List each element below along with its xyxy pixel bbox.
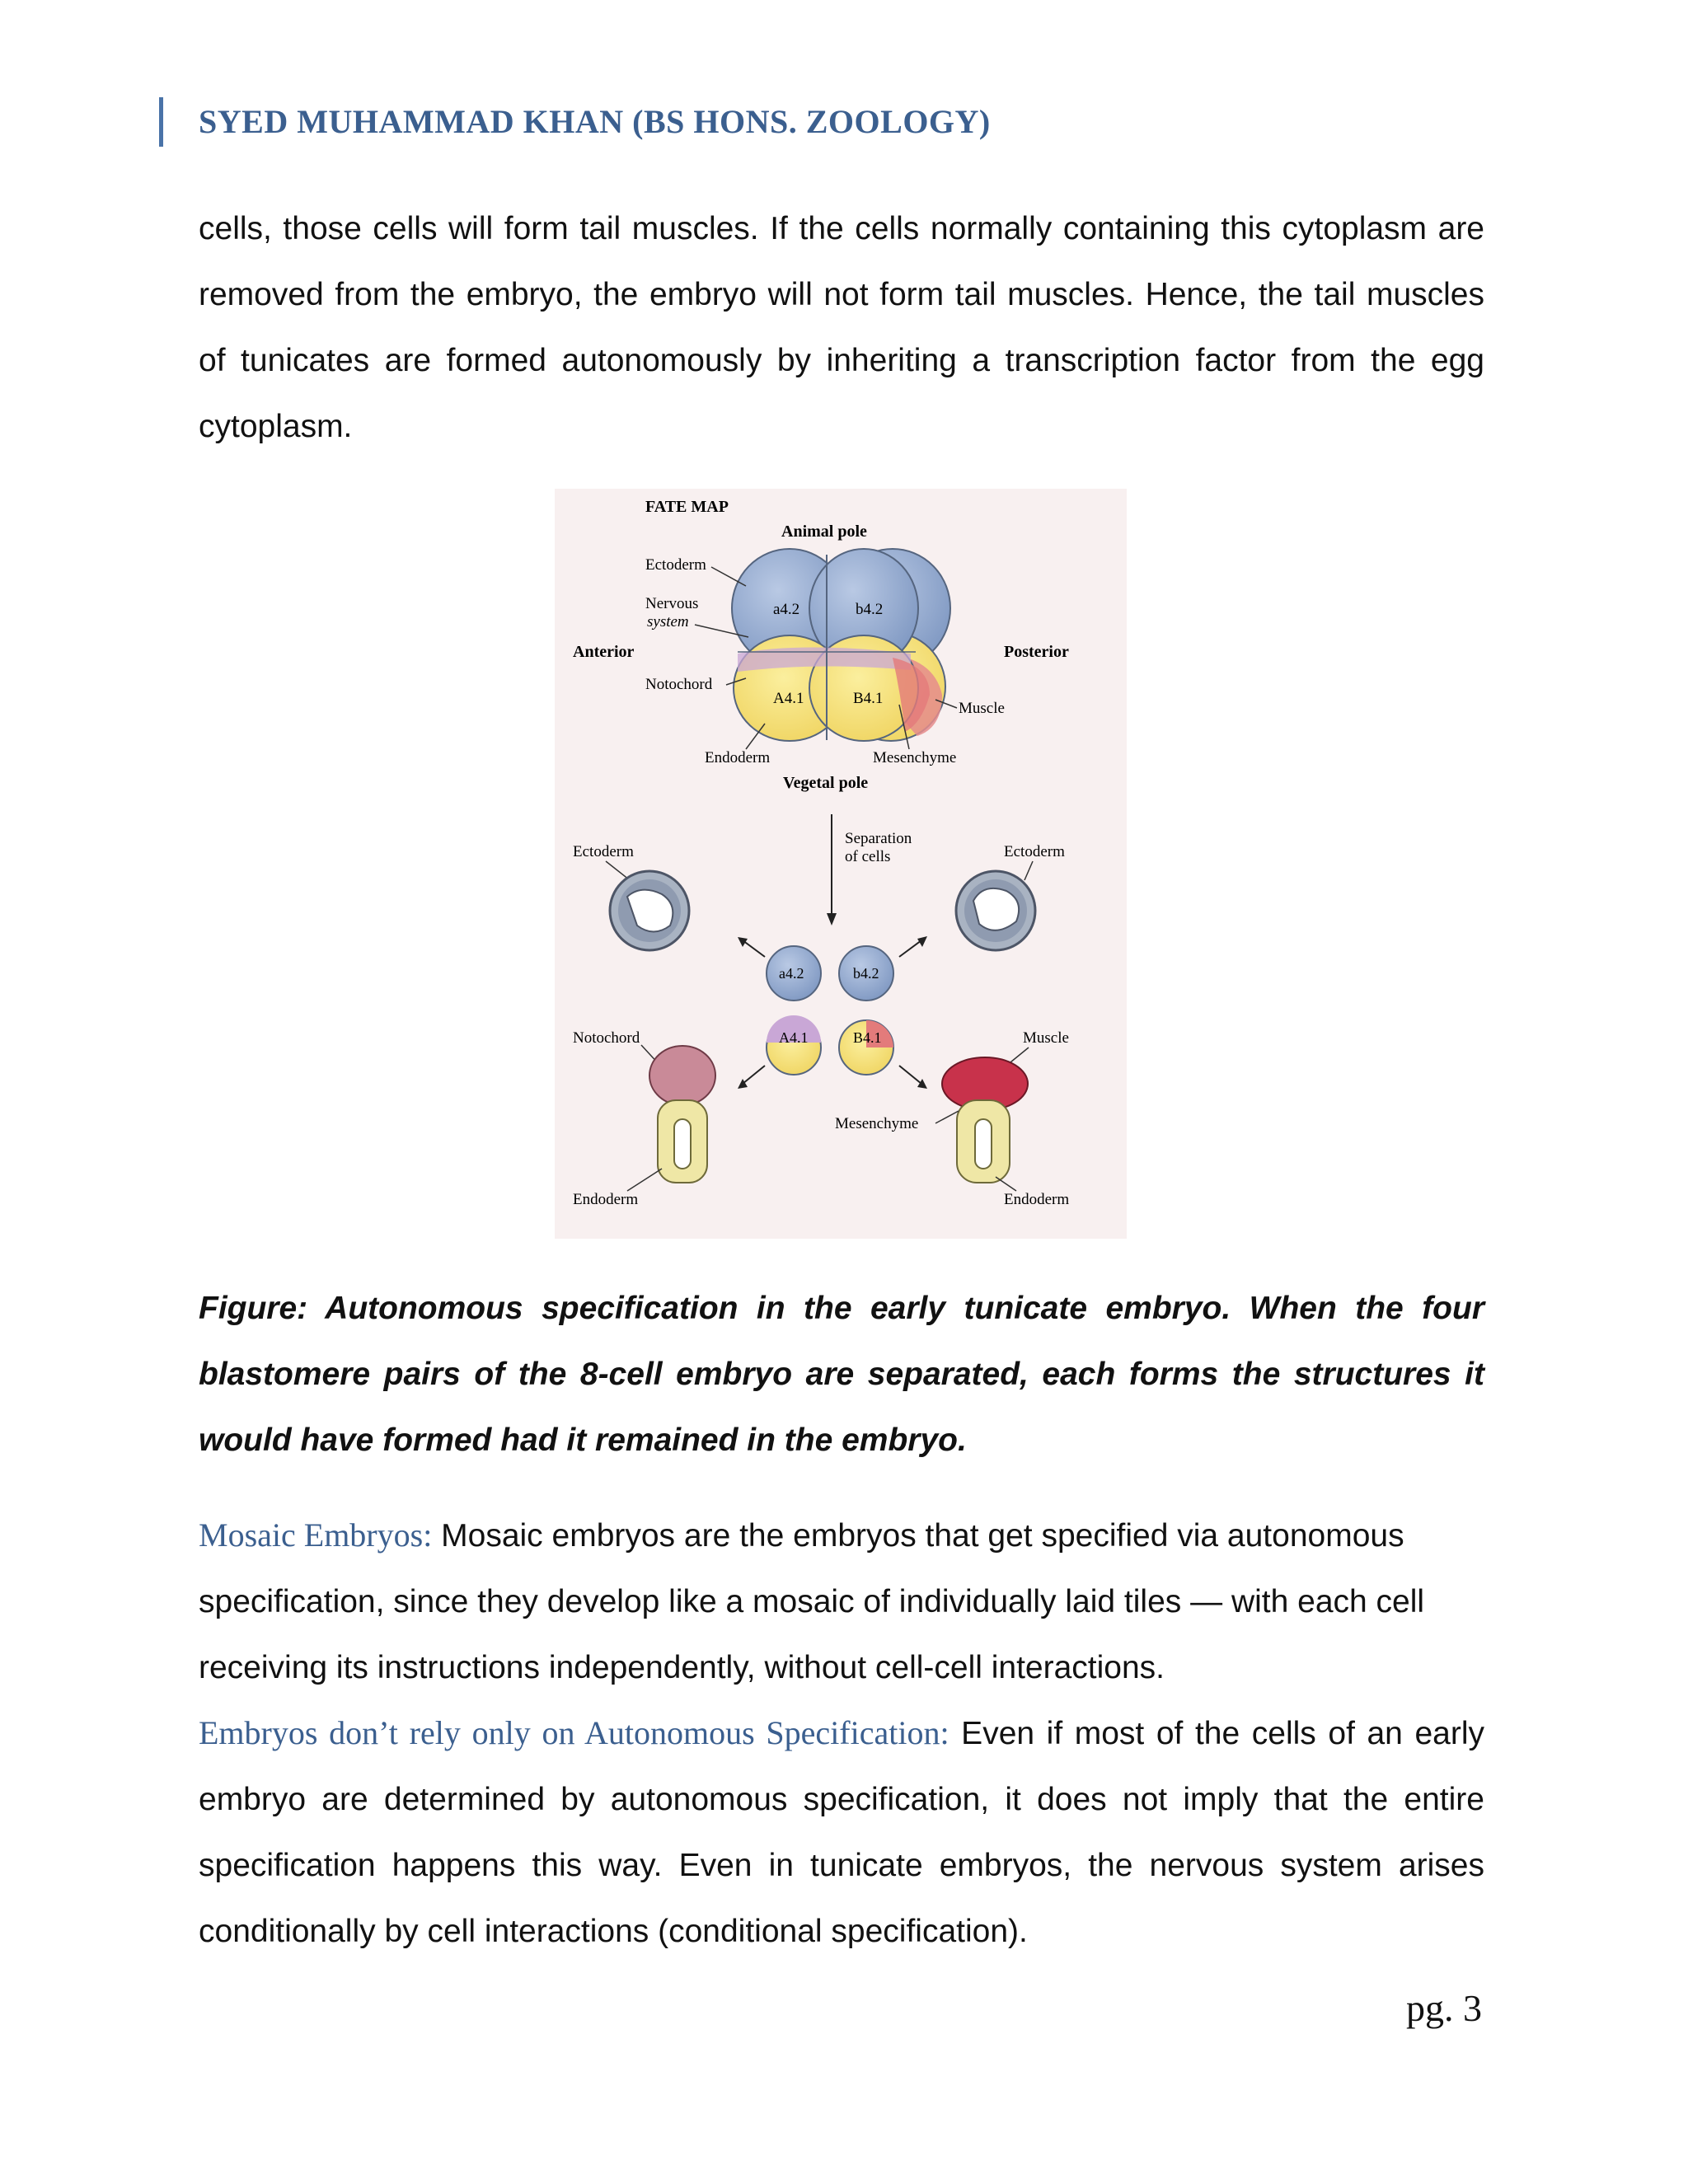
page-header-title: SYED MUHAMMAD KHAN (BS HONS. ZOOLOGY)	[199, 103, 991, 140]
page-number: pg. 3	[1406, 1987, 1482, 2029]
ectoderm-sphere-right	[956, 871, 1035, 950]
muscle-endoderm-structure	[942, 1057, 1028, 1183]
result-endoderm-right-label: Endoderm	[1004, 1191, 1070, 1208]
result-mesenchyme-label: Mesenchyme	[835, 1115, 919, 1132]
eight-cell-embryo	[732, 549, 950, 741]
sep-A41-label: A4.1	[779, 1029, 809, 1046]
cell-A41-label: A4.1	[773, 690, 804, 707]
sep-a42-label: a4.2	[779, 965, 804, 982]
separation-label-1: Separation	[845, 830, 912, 847]
cell-a42-label: a4.2	[773, 601, 800, 618]
result-ectoderm-right-label: Ectoderm	[1004, 843, 1065, 860]
section-mosaic-heading: Mosaic Embryos:	[199, 1516, 433, 1554]
animal-pole-label: Animal pole	[781, 523, 867, 541]
cell-B41-label: B4.1	[853, 690, 884, 707]
vegetal-pole-label: Vegetal pole	[783, 774, 869, 792]
sep-B41-label: B4.1	[853, 1029, 882, 1046]
result-notochord-label: Notochord	[573, 1029, 640, 1047]
fatemap-nervous-label: Nervous	[645, 595, 699, 612]
section-mosaic-embryos	[199, 1502, 1484, 1701]
notochord-endoderm-structure	[649, 1046, 715, 1183]
separation-label-2: of cells	[845, 848, 891, 865]
result-endoderm-left-label: Endoderm	[573, 1191, 639, 1208]
ectoderm-sphere-left	[610, 871, 689, 950]
section-autonomous-text: Even if most of the cells of an early embryo are determined by autonomous specification, it does not imply that the entire specification happens this way. Even in tunicate embryos, the nervous system arises conditionally by cell interactions (conditional specification).	[199, 1716, 1484, 1949]
fatemap-notochord-label: Notochord	[645, 676, 713, 693]
result-ectoderm-left-label: Ectoderm	[573, 843, 634, 860]
fatemap-system-label: system	[647, 613, 689, 630]
header-accent-bar	[159, 97, 163, 147]
fate-map-figure	[555, 489, 1127, 1239]
section-autonomous-specification	[199, 1700, 1484, 1965]
fatemap-endoderm-label: Endoderm	[705, 749, 771, 766]
section-mosaic-text: Mosaic embryos are the embryos that get specified via autonomous specification, since they develop like a mosaic of individually laid tiles — with each cell receiving its instructions independently, without cell-cell interactions.	[199, 1518, 1425, 1685]
body-paragraph-1: cells, those cells will form tail muscles. If the cells normally containing this cytoplasm are removed from the embryo, the embryo will not form tail muscles. Hence, the tail muscles of tunicates are formed autonomously by inheriting a transcription factor from the egg cytoplasm.	[199, 211, 1484, 444]
anterior-label: Anterior	[573, 643, 635, 661]
cell-b42-label: b4.2	[856, 601, 884, 618]
fate-map-title: FATE MAP	[645, 498, 729, 516]
posterior-label: Posterior	[1004, 643, 1069, 661]
result-muscle-label: Muscle	[1023, 1029, 1069, 1047]
fatemap-ectoderm-label: Ectoderm	[645, 556, 706, 574]
sep-b42-label: b4.2	[853, 965, 879, 982]
figure-caption: Figure: Autonomous specification in the early tunicate embryo. When the four blastomere pairs of the 8-cell embryo are separated, each forms the structures it would have formed had it remained in the embryo.	[199, 1291, 1484, 1458]
fatemap-muscle-label: Muscle	[959, 700, 1005, 717]
section-autonomous-heading: Embryos don’t rely only on Autonomous Specification:	[199, 1714, 950, 1751]
fate-map-illustration	[555, 489, 1127, 1239]
fatemap-mesenchyme-label: Mesenchyme	[873, 749, 957, 766]
